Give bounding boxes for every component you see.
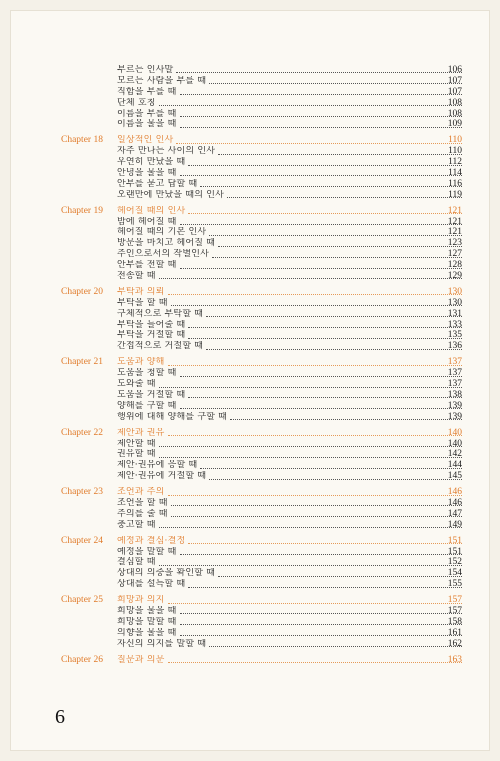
toc-entry[interactable]: [0, 309, 500, 320]
entry-title: 충고할 때: [117, 519, 156, 530]
chapter-page: 130: [447, 286, 462, 297]
chapter-21: [0, 357, 500, 422]
dot-leader: [227, 196, 462, 198]
chapter-19: [0, 206, 500, 282]
chapter-title: 조언과 주의: [117, 487, 165, 498]
entry-title: 제안·권유에 거절할 때: [117, 471, 207, 482]
chapter-22: [0, 428, 500, 482]
chapter-page: 146: [447, 487, 462, 498]
entry-title: 부탁을 할 때: [117, 297, 168, 308]
entry-page: 139: [447, 400, 462, 411]
entry-title: 도움을 청할 때: [117, 368, 177, 379]
toc-entry[interactable]: [0, 119, 500, 130]
chapter-20: [0, 287, 500, 352]
toc-entry[interactable]: [0, 606, 500, 617]
dot-leader: [159, 456, 462, 458]
dot-leader: [209, 234, 462, 236]
toc-entry[interactable]: [0, 320, 500, 331]
entry-page: 139: [447, 411, 462, 422]
chapter-25: [0, 595, 500, 649]
toc-entry[interactable]: [0, 146, 500, 157]
chapter-label: Chapter 20: [61, 286, 103, 297]
entry-title: 단체 호칭: [117, 97, 156, 108]
chapter-title: 헤어질 때의 인사: [117, 205, 186, 216]
toc-entry[interactable]: [0, 579, 500, 590]
entry-page: 138: [447, 389, 462, 400]
entry-title: 제안할 때: [117, 438, 156, 449]
entry-page: 136: [447, 341, 462, 352]
dot-leader: [180, 115, 463, 117]
chapter-heading[interactable]: [0, 487, 500, 498]
entry-page: 133: [447, 319, 462, 330]
chapter-page: 121: [447, 205, 462, 216]
entry-page: 128: [447, 260, 462, 271]
dot-leader: [180, 407, 463, 409]
dot-leader: [218, 575, 462, 577]
toc-entry[interactable]: [0, 76, 500, 87]
chapter-page: 110: [448, 135, 462, 146]
dot-leader: [180, 93, 463, 95]
entry-page: 129: [447, 271, 462, 282]
chapter-heading[interactable]: [0, 536, 500, 547]
dot-leader: [212, 256, 462, 258]
chapter-label: Chapter 26: [61, 654, 103, 665]
dot-leader: [180, 553, 463, 555]
entry-page: 108: [447, 108, 462, 119]
entry-title: 제안·권유에 응할 때: [117, 460, 198, 471]
toc-entry[interactable]: [0, 260, 500, 271]
toc-entry[interactable]: [0, 460, 500, 471]
chapter-26: [0, 655, 500, 666]
dot-leader: [188, 164, 462, 166]
toc-entry[interactable]: [0, 65, 500, 76]
dot-leader: [206, 348, 462, 350]
toc-entry[interactable]: [0, 249, 500, 260]
toc-entry[interactable]: [0, 498, 500, 509]
toc-entry[interactable]: [0, 98, 500, 109]
entry-page: 155: [447, 579, 462, 590]
toc-entry[interactable]: [0, 617, 500, 628]
chapter-title: 도움과 양해: [117, 357, 165, 368]
dot-leader: [209, 478, 462, 480]
entry-page: 109: [447, 119, 462, 130]
entry-title: 예정을 말할 때: [117, 546, 177, 557]
entry-title: 우연히 만났을 때: [117, 157, 186, 168]
toc-entry[interactable]: [0, 509, 500, 520]
toc-entry[interactable]: [0, 157, 500, 168]
toc-entry[interactable]: [0, 298, 500, 309]
chapter-title: 희망과 의지: [117, 595, 165, 606]
chapter-label: Chapter 19: [61, 205, 103, 216]
chapter-title: 예정과 결심·결정: [117, 535, 186, 546]
dot-leader: [230, 418, 462, 420]
toc-entry[interactable]: [0, 547, 500, 558]
dot-leader: [171, 515, 462, 517]
entry-title: 권유할 때: [117, 449, 156, 460]
dot-leader: [176, 142, 462, 144]
chapter-label: Chapter 21: [61, 357, 103, 368]
entry-title: 주인으로서의 작별인사: [117, 249, 210, 260]
chapter-heading[interactable]: [0, 655, 500, 666]
toc-entry[interactable]: [0, 179, 500, 190]
entry-page: 110: [448, 146, 462, 157]
entry-title: 주의를 줄 때: [117, 508, 168, 519]
entry-page: 116: [448, 178, 462, 189]
entry-page: 121: [447, 216, 462, 227]
chapter-24: [0, 536, 500, 590]
dot-leader: [209, 645, 462, 647]
entry-page: 121: [447, 227, 462, 238]
dot-leader: [200, 467, 462, 469]
entry-title: 결심할 때: [117, 557, 156, 568]
dot-leader: [188, 542, 462, 544]
entry-page: 137: [447, 379, 462, 390]
entry-page: 158: [447, 616, 462, 627]
entry-title: 희망을 말할 때: [117, 616, 177, 627]
entry-page: 151: [447, 546, 462, 557]
dot-leader: [206, 315, 462, 317]
chapter-label: Chapter 23: [61, 487, 103, 498]
chapter-label: Chapter 22: [61, 427, 103, 438]
dot-leader: [159, 277, 462, 279]
entry-page: 154: [447, 568, 462, 579]
toc-entry[interactable]: [0, 227, 500, 238]
entry-title: 안녕을 물을 때: [117, 168, 177, 179]
entry-page: 149: [447, 519, 462, 530]
entry-page: 147: [447, 508, 462, 519]
chapter-page: 137: [447, 357, 462, 368]
dot-leader: [188, 326, 462, 328]
entry-title: 의향을 물을 때: [117, 627, 177, 638]
dot-leader: [218, 245, 462, 247]
dot-leader: [180, 375, 463, 377]
entry-page: 112: [448, 157, 462, 168]
entry-page: 127: [447, 249, 462, 260]
chapter-page: 140: [447, 427, 462, 438]
dot-leader: [180, 267, 463, 269]
entry-title: 자주 만나는 사이의 인사: [117, 146, 216, 157]
entry-title: 부탁을 들어줄 때: [117, 319, 186, 330]
chapter-heading[interactable]: [0, 206, 500, 217]
dot-leader: [171, 504, 462, 506]
chapter-page: 151: [447, 535, 462, 546]
dot-leader: [180, 223, 463, 225]
chapter-23: [0, 487, 500, 531]
dot-leader: [168, 494, 462, 496]
dot-leader: [218, 153, 462, 155]
entry-page: 145: [447, 471, 462, 482]
entry-page: 146: [447, 497, 462, 508]
page-number: 6: [55, 706, 65, 728]
entry-title: 구체적으로 부탁할 때: [117, 308, 204, 319]
dot-leader: [209, 82, 462, 84]
entry-page: 157: [447, 605, 462, 616]
entry-title: 직함을 부를 때: [117, 86, 177, 97]
toc-entry[interactable]: [0, 379, 500, 390]
entry-title: 오랜만에 만났을 때의 인사: [117, 189, 225, 200]
dot-leader: [188, 337, 462, 339]
entry-title: 부르는 인사말: [117, 65, 174, 75]
entry-title: 자신의 의지를 말할 때: [117, 638, 207, 649]
toc-entry[interactable]: [0, 568, 500, 579]
entry-title: 이름을 부를 때: [117, 108, 177, 119]
dot-leader: [159, 386, 462, 388]
entry-title: 도와줄 때: [117, 379, 156, 390]
entry-page: 142: [447, 449, 462, 460]
dot-leader: [159, 564, 462, 566]
dot-leader: [159, 104, 462, 106]
chapter-title: 제안과 권유: [117, 427, 165, 438]
toc-entry[interactable]: [0, 330, 500, 341]
toc-entry[interactable]: [0, 190, 500, 201]
chapter-page: 163: [447, 654, 462, 665]
entry-page: 137: [447, 368, 462, 379]
dot-leader: [180, 174, 463, 176]
toc-entry[interactable]: [0, 109, 500, 120]
entry-title: 이름을 물을 때: [117, 119, 177, 130]
entry-title: 상대의 의중을 확인할 때: [117, 568, 216, 579]
toc-entry[interactable]: [0, 628, 500, 639]
entry-page: 161: [447, 627, 462, 638]
toc-entry[interactable]: [0, 639, 500, 650]
entry-page: 140: [447, 438, 462, 449]
toc-entry[interactable]: [0, 439, 500, 450]
entry-title: 양해를 구할 때: [117, 400, 177, 411]
entry-page: 108: [447, 97, 462, 108]
entry-title: 모르는 사람을 부를 때: [117, 75, 207, 86]
entry-title: 밤에 헤어질 때: [117, 216, 177, 227]
chapter-title: 부탁과 의뢰: [117, 286, 165, 297]
entry-title: 도움을 거절할 때: [117, 389, 186, 400]
dot-leader: [168, 364, 462, 366]
entry-title: 부탁을 거절할 때: [117, 330, 186, 341]
dot-leader: [180, 612, 463, 614]
toc-entry[interactable]: [0, 341, 500, 352]
chapter-label: Chapter 25: [61, 595, 103, 606]
entry-title: 희망을 물을 때: [117, 605, 177, 616]
chapter-page: 157: [447, 595, 462, 606]
entry-title: 방문을 마치고 헤어질 때: [117, 238, 216, 249]
chapter-heading[interactable]: [0, 287, 500, 298]
toc-entry[interactable]: [0, 471, 500, 482]
chapter-title: 질문과 의문: [117, 654, 165, 665]
toc-entry[interactable]: [0, 238, 500, 249]
chapter-18: [0, 135, 500, 200]
chapter-heading[interactable]: [0, 357, 500, 368]
toc-entry[interactable]: [0, 368, 500, 379]
entry-title: 헤어질 때의 기본 인사: [117, 227, 207, 238]
entry-page: 152: [447, 557, 462, 568]
table-of-contents: [0, 60, 500, 665]
toc-entry[interactable]: [0, 412, 500, 423]
dot-leader: [168, 293, 462, 295]
entry-page: 144: [447, 460, 462, 471]
toc-entry[interactable]: [0, 271, 500, 282]
entry-page: 107: [447, 75, 462, 86]
entry-title: 전송할 때: [117, 271, 156, 282]
entry-title: 조언을 할 때: [117, 497, 168, 508]
toc-entry[interactable]: [0, 520, 500, 531]
toc-entry[interactable]: [0, 449, 500, 460]
dot-leader: [188, 586, 462, 588]
entry-title: 안부를 전할 때: [117, 260, 177, 271]
intro-entries: [0, 65, 500, 130]
toc-entry[interactable]: [0, 87, 500, 98]
entry-page: 135: [447, 330, 462, 341]
dot-leader: [168, 434, 462, 436]
entry-page: 130: [447, 297, 462, 308]
dot-leader: [188, 212, 462, 214]
toc-entry[interactable]: [0, 390, 500, 401]
entry-title: 상대를 설득할 때: [117, 579, 186, 590]
dot-leader: [200, 185, 462, 187]
chapter-heading[interactable]: [0, 135, 500, 146]
dot-leader: [159, 526, 462, 528]
entry-title: 간접적으로 거절할 때: [117, 341, 204, 352]
entry-page: 106: [447, 65, 462, 75]
chapter-heading[interactable]: [0, 428, 500, 439]
dot-leader: [171, 304, 462, 306]
entry-page: 131: [447, 308, 462, 319]
entry-page: 107: [447, 86, 462, 97]
dot-leader: [188, 396, 462, 398]
dot-leader: [176, 71, 462, 73]
toc-entry[interactable]: [0, 168, 500, 179]
dot-leader: [180, 126, 463, 128]
chapter-title: 일상적인 인사: [117, 135, 174, 146]
toc-entry[interactable]: [0, 401, 500, 412]
chapter-heading[interactable]: [0, 595, 500, 606]
dot-leader: [159, 445, 462, 447]
entry-title: 안부를 묻고 답할 때: [117, 178, 198, 189]
dot-leader: [168, 661, 462, 663]
entry-page: 123: [447, 238, 462, 249]
entry-page: 162: [447, 638, 462, 649]
entry-title: 행위에 대해 양해를 구할 때: [117, 411, 228, 422]
entry-page: 114: [448, 168, 462, 179]
dot-leader: [180, 623, 463, 625]
chapter-label: Chapter 18: [61, 135, 103, 146]
dot-leader: [180, 634, 463, 636]
toc-entry[interactable]: [0, 557, 500, 568]
entry-page: 119: [448, 189, 462, 200]
toc-entry[interactable]: [0, 217, 500, 228]
chapter-label: Chapter 24: [61, 535, 103, 546]
dot-leader: [168, 602, 462, 604]
